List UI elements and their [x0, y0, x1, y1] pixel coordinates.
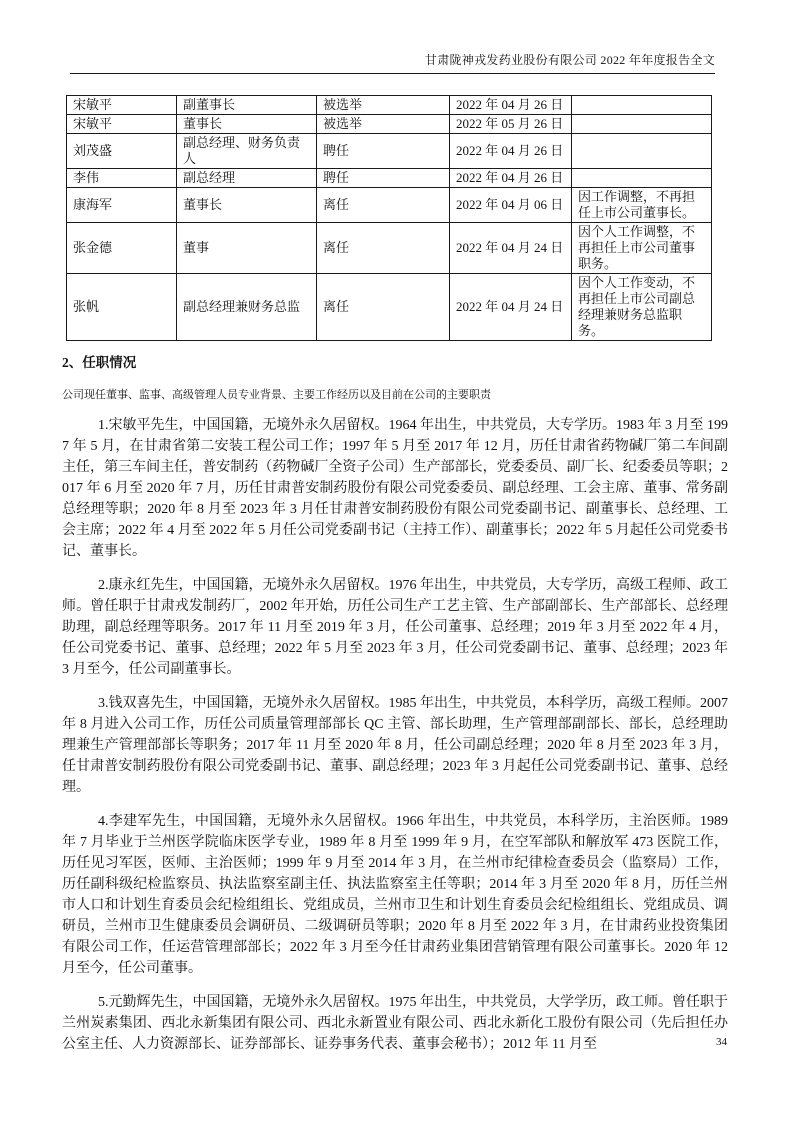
table-row	[67, 96, 712, 115]
cell-change-type: 被选举	[317, 96, 450, 115]
page-content	[62, 95, 728, 1055]
table-row	[67, 169, 712, 188]
cell-reason	[572, 169, 712, 188]
cell-name: 康海军	[67, 188, 177, 223]
cell-change-type: 离任	[317, 223, 450, 274]
cell-name: 李伟	[67, 169, 177, 188]
cell-position: 副董事长	[177, 96, 317, 115]
cell-position: 董事	[177, 223, 317, 274]
cell-change-type: 聘任	[317, 169, 450, 188]
cell-change-type: 聘任	[317, 134, 450, 169]
cell-name: 张金德	[67, 223, 177, 274]
cell-reason: 因个人工作变动，不再担任上市公司副总经理兼财务总监职务。	[572, 274, 712, 341]
bio-paragraph-song-minping: 1.宋敏平先生，中国国籍，无境外永久居留权。1964 年出生，中共党员，大专学历。1983 年 3 月至 1997 年 5 月，在甘肃省第二安装工程公司工作；1997 年 5 月至 2017 年 12 月，历任甘肃省药物碱厂第二车间副主任，第三车间主任，普安制药（药物碱厂全资子公司）生产部部长，党委委员、副厂长、纪委委员等职；2017 年 6 月至 2020 年 7 月，历任甘肃普安制药股份有限公司党委委员、副总经理、工会主席、董事、常务副总经理等职；2020 年 8 月至 2023 年 3 月任甘肃普安制药股份有限公司党委副书记、副董事长、总经理、工会主席；2022 年 4 月至 2022 年 5 月任公司党委副书记（主持工作）、副董事长；2022 年 5 月起任公司党委书记、董事长。	[62, 418, 728, 559]
table-row	[67, 274, 712, 341]
section-heading: 2、任职情况	[62, 355, 137, 370]
cell-position: 副总经理、财务负责人	[177, 134, 317, 169]
cell-reason	[572, 134, 712, 169]
report-title: 甘肃陇神戎发药业股份有限公司 2022 年年度报告全文	[424, 53, 715, 67]
cell-position: 董事长	[177, 115, 317, 134]
cell-change-type: 离任	[317, 274, 450, 341]
bio-paragraph-yuan-qinhui: 5.元勤辉先生，中国国籍，无境外永久居留权。1975 年出生，中共党员，大学学历，政工师。曾任职于兰州炭素集团、西北永新集团有限公司、西北永新置业有限公司、西北永新化工股份有限公司（先后担任办公室主任、人力资源部长、证券部部长、证券事务代表、董事会秘书）；2012 年 11 月至	[62, 995, 728, 1052]
bio-paragraph-kang-yonghong: 2.康永红先生，中国国籍，无境外永久居留权。1976 年出生，中共党员，大专学历，高级工程师、政工师。曾任职于甘肃戎发制药厂，2002 年开始，历任公司生产工艺主管、生产部副部长、生产部部长、总经理助理，副总经理等职务。2017 年 11 月至 2019 年 3 月，任公司董事、总经理；2019 年 3 月至 2022 年 4 月，任公司党委书记、董事、总经理；2022 年 5 月至 2023 年 3 月，任公司党委副书记、董事、总经理；2023 年 3 月至今，任公司副董事长。	[62, 578, 728, 677]
page-header	[70, 0, 715, 74]
personnel-changes-table	[66, 95, 712, 341]
table-row	[67, 223, 712, 274]
cell-date: 2022 年 04 月 26 日	[450, 134, 572, 169]
cell-name: 刘茂盛	[67, 134, 177, 169]
bio-paragraph-li-jianjun: 4.李建军先生，中国国籍，无境外永久居留权。1966 年出生，中共党员，本科学历，主治医师。1989 年 7 月毕业于兰州医学院临床医学专业，1989 年 8 月至 1999 年 9 月，在空军部队和解放军 473 医院工作，历任见习军医，医师、主治医师；1999 年 9 月至 2014 年 3 月，在兰州市纪律检查委员会（监察局）工作，历任副科级纪检监察员、执法监察室副主任、执法监察室主任等职；2014 年 3 月至 2020 年 8 月，历任兰州市人口和计划生育委员会纪检组组长、党组成员，兰州市卫生和计划生育委员会纪检组组长、党组成员、调研员，兰州市卫生健康委员会调研员、二级调研员等职；2020 年 8 月至 2022 年 3 月，在甘肃药业投资集团有限公司工作，任运营管理部部长；2022 年 3 月至今任甘肃药业集团营销管理有限公司董事长。2020 年 12 月至今，任公司董事。	[62, 814, 728, 976]
table-row	[67, 115, 712, 134]
cell-position: 副总经理兼财务总监	[177, 274, 317, 341]
cell-date: 2022 年 05 月 26 日	[450, 115, 572, 134]
cell-date: 2022 年 04 月 26 日	[450, 169, 572, 188]
cell-date: 2022 年 04 月 06 日	[450, 188, 572, 223]
page-number: 34	[716, 1036, 727, 1048]
cell-change-type: 离任	[317, 188, 450, 223]
cell-reason	[572, 115, 712, 134]
cell-name: 宋敏平	[67, 96, 177, 115]
cell-name: 宋敏平	[67, 115, 177, 134]
cell-reason: 因工作调整，不再担任上市公司董事长。	[572, 188, 712, 223]
cell-position: 董事长	[177, 188, 317, 223]
cell-change-type: 被选举	[317, 115, 450, 134]
section-intro: 公司现任董事、监事、高级管理人员专业背景、主要工作经历以及目前在公司的主要职责	[62, 389, 491, 401]
cell-reason: 因个人工作调整，不再担任上市公司董事职务。	[572, 223, 712, 274]
cell-position: 副总经理	[177, 169, 317, 188]
cell-name: 张帆	[67, 274, 177, 341]
table-row	[67, 134, 712, 169]
cell-reason	[572, 96, 712, 115]
table-row	[67, 188, 712, 223]
cell-date: 2022 年 04 月 26 日	[450, 96, 572, 115]
cell-date: 2022 年 04 月 24 日	[450, 223, 572, 274]
cell-date: 2022 年 04 月 24 日	[450, 274, 572, 341]
bio-paragraph-qian-shuangxi: 3.钱双喜先生，中国国籍，无境外永久居留权。1985 年出生，中共党员，本科学历，高级工程师。2007 年 8 月进入公司工作，历任公司质量管理部部长 QC 主管、部长助理，生产管理部副部长、部长，总经理助理兼生产管理部部长等职务；2017 年 11 月至 2020 年 8 月，任公司副总经理；2020 年 8 月至 2023 年 3 月，任甘肃普安制药股份有限公司党委副书记、董事、副总经理；2023 年 3 月起任公司党委副书记、董事、总经理。	[62, 696, 728, 795]
